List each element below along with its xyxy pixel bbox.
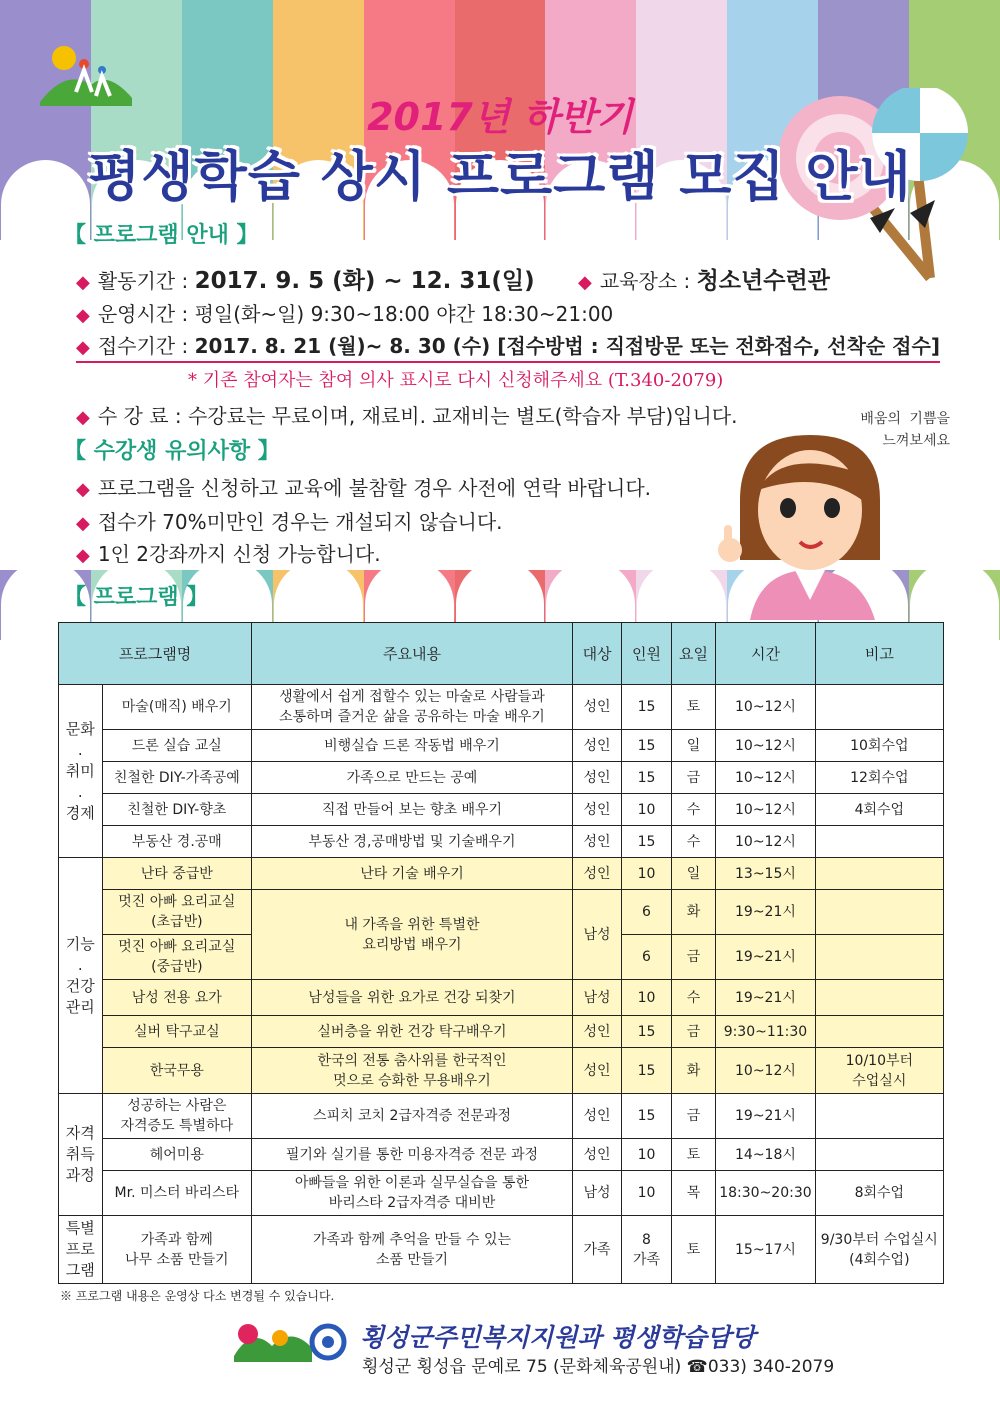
bullet-diamond-icon: ◆ (76, 407, 90, 428)
target-cell: 남성 (572, 980, 621, 1016)
program-name-cell: Mr. 미스터 바리스타 (102, 1171, 252, 1216)
content-cell: 남성들을 위한 요가로 건강 되찾기 (252, 980, 573, 1016)
content-cell: 가족과 함께 추억을 만들 수 있는 소품 만들기 (252, 1216, 573, 1284)
subtitle: 2017년 하반기 (367, 95, 633, 139)
program-name-cell: 성공하는 사람은 자격증도 특별하다 (102, 1094, 252, 1139)
time-cell: 10~12시 (716, 1048, 815, 1094)
program-name-cell: 헤어미용 (102, 1139, 252, 1171)
table-row (59, 1048, 944, 1094)
target-cell: 남성 (572, 890, 621, 980)
table-row (59, 1216, 944, 1284)
column-header: 시간 (716, 623, 815, 685)
program-name-cell: 멋진 아빠 요리교실 (초급반) (102, 890, 252, 935)
registration-period-value: 2017. 8. 21 (월)~ 8. 30 (수) [접수방법 : 직접방문 또는 전화접수, 선착순 접수] (194, 334, 940, 358)
day-cell: 금 (671, 935, 716, 980)
target-cell: 성인 (572, 1139, 621, 1171)
time-cell: 19~21시 (716, 1094, 815, 1139)
column-header: 주요내용 (252, 623, 573, 685)
time-cell: 10~12시 (716, 762, 815, 794)
program-name-cell: 드론 실습 교실 (102, 730, 252, 762)
program-name-cell: 부동산 경.공매 (102, 826, 252, 858)
table-row (59, 1016, 944, 1048)
column-header: 프로그램명 (59, 623, 252, 685)
tuition-fee (76, 400, 737, 429)
activity-period-value: 2017. 9. 5 (화) ~ 12. 31(일) (194, 268, 535, 294)
program-name-cell: 멋진 아빠 요리교실 (중급반) (102, 935, 252, 980)
content-cell: 실버층을 위한 건강 탁구배우기 (252, 1016, 573, 1048)
content-cell: 한국의 전통 춤사위를 한국적인 멋으로 승화한 무용배우기 (252, 1048, 573, 1094)
remarks-cell (815, 935, 943, 980)
content-cell: 필기와 실기를 통한 미용자격증 전문 과정 (252, 1139, 573, 1171)
program-name-cell: 친철한 DIY-향초 (102, 794, 252, 826)
category-cell: 특별 프로 그램 (59, 1216, 103, 1284)
day-cell: 토 (671, 1216, 716, 1284)
time-cell: 19~21시 (716, 980, 815, 1016)
time-cell: 19~21시 (716, 935, 815, 980)
operating-hours (76, 298, 613, 327)
bullet-diamond-icon: ◆ (76, 513, 90, 534)
time-cell: 10~12시 (716, 730, 815, 762)
tuition-fee-value: 수강료는 무료이며, 재료비. 교재비는 별도(학습자 부담)입니다. (187, 404, 738, 428)
capacity-cell: 6 (622, 935, 671, 980)
day-cell: 목 (671, 1171, 716, 1216)
program-name-cell: 실버 탁구교실 (102, 1016, 252, 1048)
capacity-cell: 10 (622, 980, 671, 1016)
target-cell: 성인 (572, 794, 621, 826)
target-cell: 성인 (572, 685, 621, 730)
remarks-cell: 4회수업 (815, 794, 943, 826)
operating-hours-value: 평일(화~일) 9:30~18:00 야간 18:30~21:00 (194, 302, 614, 326)
target-cell: 성인 (572, 762, 621, 794)
content-cell: 내 가족을 위한 특별한 요리방법 배우기 (252, 890, 573, 980)
bullet-diamond-icon: ◆ (76, 479, 90, 500)
day-cell: 수 (671, 826, 716, 858)
target-cell: 성인 (572, 730, 621, 762)
target-cell: 남성 (572, 1171, 621, 1216)
table-header-row (59, 623, 944, 685)
time-cell: 10~12시 (716, 794, 815, 826)
day-cell: 화 (671, 1048, 716, 1094)
content-cell: 스피치 코치 2급자격증 전문과정 (252, 1094, 573, 1139)
registration-note: * 기존 참여자는 참여 의사 표시로 다시 신청해주세요 (T.340-2079) (188, 370, 724, 391)
capacity-cell: 15 (622, 1094, 671, 1139)
program-name-cell: 마술(매직) 배우기 (102, 685, 252, 730)
content-cell: 직접 만들어 보는 향초 배우기 (252, 794, 573, 826)
education-place-label: 교육장소 : (599, 269, 697, 293)
capacity-cell: 10 (622, 1139, 671, 1171)
notice-item (76, 538, 381, 567)
education-place-value: 청소년수련관 (696, 268, 830, 294)
column-header: 비고 (815, 623, 943, 685)
registration-period (76, 330, 940, 363)
program-name-cell: 가족과 함께 나무 소품 만들기 (102, 1216, 252, 1284)
capacity-cell: 10 (622, 794, 671, 826)
time-cell: 19~21시 (716, 890, 815, 935)
teacher-illustration (700, 430, 930, 620)
remarks-cell: 8회수업 (815, 1171, 943, 1216)
time-cell: 18:30~20:30 (716, 1171, 815, 1216)
table-row (59, 730, 944, 762)
content-cell: 비행실습 드론 작동법 배우기 (252, 730, 573, 762)
speech-bubble-line: 배움의 기쁨을 (860, 411, 950, 427)
remarks-cell: 10회수업 (815, 730, 943, 762)
day-cell: 금 (671, 1016, 716, 1048)
bullet-diamond-icon: ◆ (578, 272, 592, 293)
target-cell: 성인 (572, 826, 621, 858)
tuition-fee-label: 수 강 료 : (97, 404, 188, 428)
operating-hours-label: 운영시간 : (97, 302, 195, 326)
remarks-cell (815, 826, 943, 858)
bullet-diamond-icon: ◆ (76, 305, 90, 326)
remarks-cell (815, 890, 943, 935)
program-info-heading: 【 프로그램 안내 】 (64, 223, 259, 248)
category-cell: 문화 . 취미 . 경제 (59, 685, 103, 858)
content-cell: 생활에서 쉽게 접할수 있는 마술로 사람들과 소통하며 즐거운 삶을 공유하는 마술 배우기 (252, 685, 573, 730)
day-cell: 토 (671, 685, 716, 730)
activity-period-label: 활동기간 : (97, 269, 195, 293)
notice-item-text: 접수가 70%미만인 경우는 개설되지 않습니다. (97, 510, 503, 534)
capacity-cell: 8 가족 (622, 1216, 671, 1284)
content-cell: 부동산 경,공매방법 및 기술배우기 (252, 826, 573, 858)
capacity-cell: 15 (622, 685, 671, 730)
day-cell: 금 (671, 1094, 716, 1139)
organization-name: 횡성군주민복지지원과 평생학습담당 (360, 1323, 756, 1352)
remarks-cell: 10/10부터 수업실시 (815, 1048, 943, 1094)
day-cell: 화 (671, 890, 716, 935)
program-table-wrapper (58, 622, 944, 1284)
program-name-cell: 남성 전용 요가 (102, 980, 252, 1016)
table-row (59, 1139, 944, 1171)
remarks-cell (815, 1094, 943, 1139)
remarks-cell (815, 858, 943, 890)
target-cell: 성인 (572, 1094, 621, 1139)
education-place (578, 262, 830, 295)
day-cell: 수 (671, 980, 716, 1016)
program-table (58, 622, 944, 1284)
time-cell: 10~12시 (716, 826, 815, 858)
program-name-cell: 한국무용 (102, 1048, 252, 1094)
programs-heading: 【 프로그램 】 (64, 585, 209, 610)
bullet-diamond-icon: ◆ (76, 272, 90, 293)
time-cell: 13~15시 (716, 858, 815, 890)
capacity-cell: 15 (622, 1016, 671, 1048)
notice-item (76, 506, 503, 535)
column-header: 요일 (671, 623, 716, 685)
capacity-cell: 6 (622, 890, 671, 935)
remarks-cell (815, 1016, 943, 1048)
time-cell: 9:30~11:30 (716, 1016, 815, 1048)
day-cell: 일 (671, 730, 716, 762)
time-cell: 15~17시 (716, 1216, 815, 1284)
remarks-cell (815, 980, 943, 1016)
org-logo (232, 1316, 352, 1366)
capacity-cell: 15 (622, 762, 671, 794)
page-title: 평생학습 상시 프로그램 모집 안내 (88, 145, 912, 208)
capacity-cell: 10 (622, 858, 671, 890)
table-row (59, 685, 944, 730)
notice-item-text: 1인 2강좌까지 신청 가능합니다. (97, 542, 381, 566)
program-name-cell: 난타 중급반 (102, 858, 252, 890)
column-header: 대상 (572, 623, 621, 685)
organization-address: 횡성군 횡성읍 문예로 75 (문화체육공원내) ☎033) 340-2079 (362, 1357, 835, 1377)
table-row (59, 858, 944, 890)
capacity-cell: 15 (622, 730, 671, 762)
bullet-diamond-icon: ◆ (76, 337, 90, 358)
table-row (59, 762, 944, 794)
time-cell: 10~12시 (716, 685, 815, 730)
program-name-cell: 친철한 DIY-가족공예 (102, 762, 252, 794)
target-cell: 성인 (572, 1016, 621, 1048)
target-cell: 성인 (572, 858, 621, 890)
category-cell: 기능 . 건강 관리 (59, 858, 103, 1094)
content-cell: 아빠들을 위한 이론과 실무실습을 통한 바리스타 2급자격증 대비반 (252, 1171, 573, 1216)
table-row (59, 890, 944, 935)
registration-period-label: 접수기간 : (97, 334, 195, 358)
capacity-cell: 15 (622, 826, 671, 858)
day-cell: 금 (671, 762, 716, 794)
activity-period (76, 262, 535, 295)
table-row (59, 1171, 944, 1216)
target-cell: 가족 (572, 1216, 621, 1284)
remarks-cell (815, 1139, 943, 1171)
category-cell: 자격 취득 과정 (59, 1094, 103, 1216)
table-row (59, 794, 944, 826)
table-row (59, 980, 944, 1016)
remarks-cell: 9/30부터 수업실시 (4회수업) (815, 1216, 943, 1284)
table-row (59, 826, 944, 858)
speech-bubble-line: 느껴보세요 (882, 433, 950, 449)
notice-heading: 【 수강생 유의사항 】 (64, 439, 280, 464)
content-cell: 가족으로 만드는 공예 (252, 762, 573, 794)
day-cell: 일 (671, 858, 716, 890)
footer-note: ※ 프로그램 내용은 운영상 다소 변경될 수 있습니다. (60, 1289, 335, 1303)
day-cell: 수 (671, 794, 716, 826)
time-cell: 14~18시 (716, 1139, 815, 1171)
table-row (59, 1094, 944, 1139)
day-cell: 토 (671, 1139, 716, 1171)
notice-item-text: 프로그램을 신청하고 교육에 불참할 경우 사전에 연락 바랍니다. (97, 476, 652, 500)
bullet-diamond-icon: ◆ (76, 545, 90, 566)
capacity-cell: 15 (622, 1048, 671, 1094)
remarks-cell: 12회수업 (815, 762, 943, 794)
capacity-cell: 10 (622, 1171, 671, 1216)
remarks-cell (815, 685, 943, 730)
notice-item (76, 472, 651, 501)
column-header: 인원 (622, 623, 671, 685)
content-cell: 난타 기술 배우기 (252, 858, 573, 890)
target-cell: 성인 (572, 1048, 621, 1094)
